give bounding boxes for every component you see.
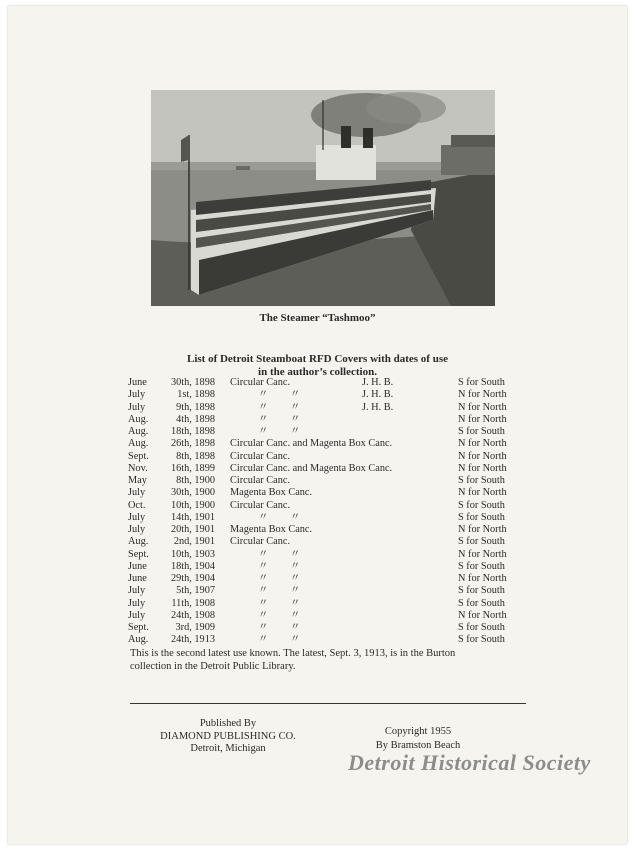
list-row: [8, 610, 627, 622]
ditto-mark: 〃: [258, 413, 269, 425]
row-cancellation: Circular Canc.: [230, 450, 291, 462]
row-month: July: [128, 401, 146, 413]
row-date: 20th, 1901: [170, 524, 215, 535]
row-date: 3rd, 1909: [175, 622, 215, 633]
row-cancellation: Circular Canc. and Magenta Box Canc.: [230, 462, 393, 474]
list-row: [8, 598, 627, 610]
ditto-mark: 〃: [290, 511, 301, 523]
row-month: June: [128, 377, 147, 388]
row-direction: N for North: [458, 573, 507, 584]
row-date: 18th, 1904: [170, 560, 215, 572]
row-date: 24th, 1908: [170, 609, 215, 621]
row-direction: N for North: [458, 487, 507, 499]
ditto-mark: 〃: [290, 573, 301, 584]
publisher-block: [128, 718, 328, 756]
list-row: [8, 634, 627, 646]
list-row: [8, 549, 627, 561]
row-month: July: [128, 585, 146, 597]
steamer-photo: [151, 90, 495, 306]
row-cancellation: Magenta Box Canc.: [230, 524, 313, 535]
row-date: 8th, 1900: [176, 475, 215, 486]
row-date: 30th, 1900: [170, 487, 215, 499]
document-page: [8, 6, 627, 844]
ditto-mark: 〃: [290, 389, 301, 401]
row-date: 11th, 1908: [171, 597, 215, 609]
row-month: Sept.: [128, 622, 149, 633]
ditto-mark: 〃: [258, 560, 269, 572]
ditto-mark: 〃: [258, 609, 269, 621]
list-row: [8, 536, 627, 548]
list-row: [8, 426, 627, 438]
list-row: [8, 573, 627, 585]
row-date: 2nd, 1901: [173, 536, 215, 548]
ditto-mark: 〃: [258, 573, 269, 584]
row-date: 1st, 1898: [177, 389, 215, 401]
row-date: 24th, 1913: [170, 634, 215, 646]
list-row: [8, 487, 627, 499]
row-direction: N for North: [458, 548, 507, 560]
copyright-author: By Bramston Beach: [375, 740, 461, 751]
ditto-mark: 〃: [290, 622, 301, 633]
row-direction: N for North: [458, 462, 507, 474]
row-date: 8th, 1898: [176, 450, 215, 462]
copyright-year: Copyright 1955: [384, 726, 452, 737]
row-month: Aug.: [128, 413, 149, 425]
ditto-mark: 〃: [258, 622, 269, 633]
row-month: Oct.: [128, 499, 146, 511]
row-initials: J. H. B.: [362, 401, 394, 413]
publisher-city: Detroit, Michigan: [190, 743, 266, 754]
row-date: 10th, 1903: [170, 548, 215, 560]
footnote-line-1: This is the second latest use known. The latest, Sept. 3, 1913, is in the Burton: [130, 648, 456, 659]
list-row: [8, 585, 627, 597]
row-date: 4th, 1898: [176, 413, 215, 425]
row-direction: S for South: [458, 426, 505, 437]
ditto-mark: 〃: [290, 560, 301, 572]
row-cancellation: Circular Canc.: [230, 377, 291, 388]
list-row: [8, 561, 627, 573]
watermark-text: Detroit Historical Society: [348, 750, 591, 775]
row-direction: S for South: [458, 511, 505, 523]
row-cancellation: Circular Canc.: [230, 475, 291, 486]
row-month: July: [128, 511, 146, 523]
published-by-label: Published By: [199, 718, 257, 729]
footnote-line-2: collection in the Detroit Public Library.: [130, 661, 296, 672]
row-cancellation: Circular Canc. and Magenta Box Canc.: [230, 438, 393, 450]
row-date: 29th, 1904: [170, 573, 215, 584]
row-month: Sept.: [128, 450, 149, 462]
row-month: July: [128, 389, 146, 401]
ditto-mark: 〃: [290, 401, 301, 413]
ditto-mark: 〃: [290, 585, 301, 597]
row-month: Aug.: [128, 438, 149, 450]
list-title-line-1: List of Detroit Steamboat RFD Covers with dates of use: [186, 353, 448, 365]
row-cancellation: Circular Canc.: [230, 499, 291, 511]
row-month: June: [128, 573, 147, 584]
row-direction: N for North: [458, 438, 507, 450]
cover-list: [8, 377, 627, 647]
list-row: [8, 524, 627, 536]
row-cancellation: Circular Canc.: [230, 536, 291, 548]
row-date: 18th, 1898: [170, 426, 215, 437]
steamer-illustration: [151, 90, 495, 306]
row-month: July: [128, 524, 146, 535]
list-row: [8, 377, 627, 389]
footnote: [130, 647, 550, 673]
row-direction: S for South: [458, 622, 505, 633]
photo-caption: The Steamer “Tashmoo”: [259, 312, 376, 324]
ditto-mark: 〃: [258, 548, 269, 560]
row-direction: N for North: [458, 401, 507, 413]
row-month: July: [128, 609, 146, 621]
row-month: Aug.: [128, 426, 149, 437]
list-title: [8, 353, 627, 379]
row-direction: S for South: [458, 585, 505, 597]
list-row: [8, 414, 627, 426]
row-date: 5th, 1907: [176, 585, 215, 597]
ditto-mark: 〃: [258, 585, 269, 597]
row-month: Sept.: [128, 548, 149, 560]
row-direction: S for South: [458, 560, 505, 572]
ditto-mark: 〃: [258, 389, 269, 401]
list-row: [8, 475, 627, 487]
row-date: 30th, 1898: [170, 377, 215, 388]
publisher-name: DIAMOND PUBLISHING CO.: [160, 730, 296, 742]
list-row: [8, 622, 627, 634]
ditto-mark: 〃: [258, 634, 269, 646]
copyright-block: [338, 725, 498, 753]
list-row: [8, 512, 627, 524]
row-date: 26th, 1898: [170, 438, 215, 450]
row-month: July: [128, 597, 146, 609]
row-date: 14th, 1901: [170, 511, 215, 523]
row-direction: N for North: [458, 389, 507, 401]
ditto-mark: 〃: [290, 548, 301, 560]
row-initials: J. H. B.: [362, 389, 394, 401]
ditto-mark: 〃: [258, 401, 269, 413]
list-row: [8, 463, 627, 475]
row-direction: S for South: [458, 536, 505, 548]
list-row: [8, 500, 627, 512]
ditto-mark: 〃: [258, 597, 269, 609]
list-row: [8, 438, 627, 450]
row-month: Aug.: [128, 536, 149, 548]
row-date: 10th, 1900: [170, 499, 215, 511]
row-direction: S for South: [458, 475, 505, 486]
ditto-mark: 〃: [290, 609, 301, 621]
row-cancellation: Magenta Box Canc.: [230, 487, 313, 499]
ditto-mark: 〃: [290, 426, 301, 437]
row-date: 16th, 1899: [170, 462, 215, 474]
row-direction: S for South: [458, 634, 505, 646]
row-direction: N for North: [458, 609, 507, 621]
ditto-mark: 〃: [290, 634, 301, 646]
row-month: June: [128, 560, 147, 572]
row-month: May: [128, 475, 147, 486]
row-direction: S for South: [458, 499, 505, 511]
list-row: [8, 389, 627, 401]
ditto-mark: 〃: [290, 413, 301, 425]
row-month: Nov.: [128, 462, 148, 474]
list-row: [8, 451, 627, 463]
row-direction: S for South: [458, 597, 505, 609]
row-direction: N for North: [458, 413, 507, 425]
ditto-mark: 〃: [258, 426, 269, 437]
divider-rule: [130, 703, 526, 704]
row-month: Aug.: [128, 634, 149, 646]
list-row: [8, 402, 627, 414]
ditto-mark: 〃: [258, 511, 269, 523]
row-direction: S for South: [458, 377, 505, 388]
row-direction: N for North: [458, 450, 507, 462]
row-initials: J. H. B.: [362, 377, 394, 388]
ditto-mark: 〃: [290, 597, 301, 609]
list-title-line-2: in the author’s collection.: [258, 366, 377, 378]
row-direction: N for North: [458, 524, 507, 535]
row-date: 9th, 1898: [176, 401, 215, 413]
row-month: July: [128, 487, 146, 499]
